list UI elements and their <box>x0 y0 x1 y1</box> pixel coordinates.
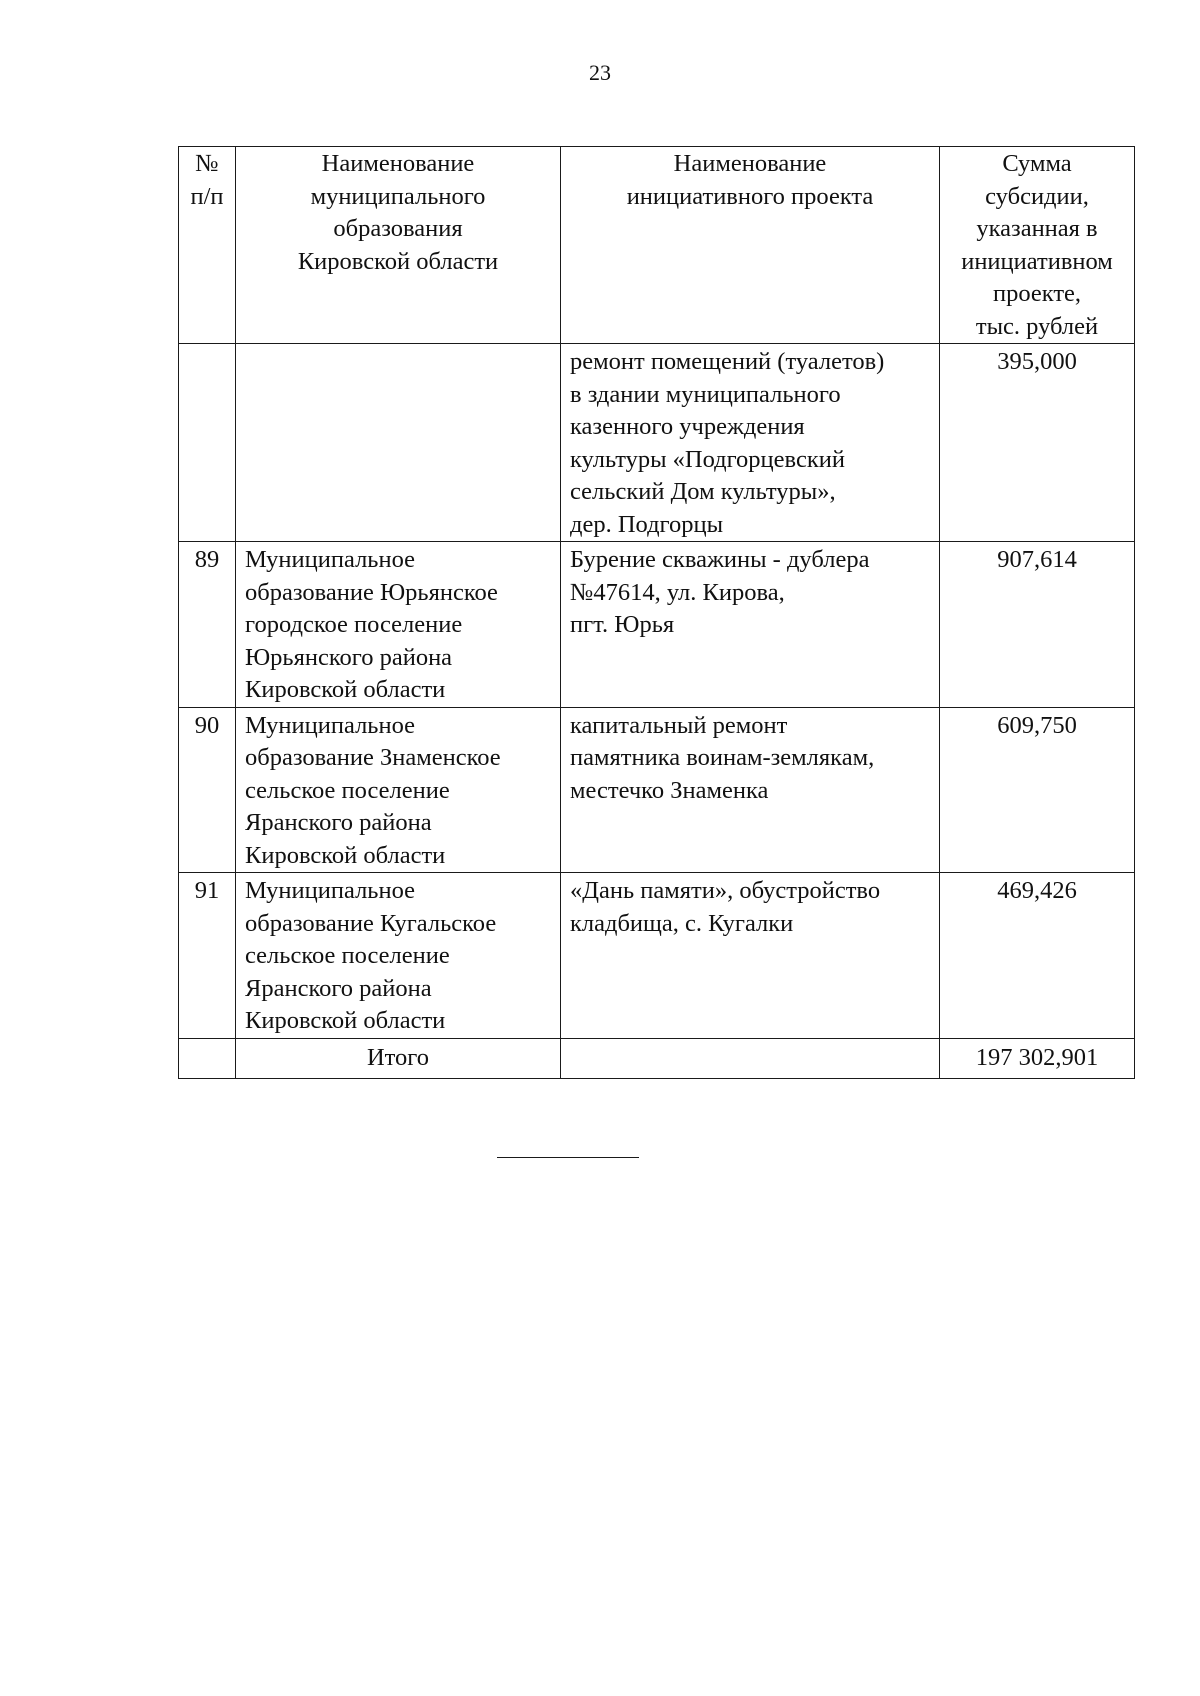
header-project: Наименование инициативного проекта <box>561 147 940 344</box>
header-municipality: Наименование муниципального образования Кировской области <box>236 147 561 344</box>
row-municipality: Муниципальное образование Знаменское сельское поселение Яранского района Кировской области <box>236 707 561 873</box>
row-sum: 609,750 <box>940 707 1135 873</box>
table-row <box>179 707 1135 873</box>
total-empty-project <box>561 1038 940 1078</box>
table-row <box>179 873 1135 1039</box>
total-empty-number <box>179 1038 236 1078</box>
row-municipality: Муниципальное образование Юрьянское городское поселение Юрьянского района Кировской области <box>236 542 561 708</box>
row-municipality: Муниципальное образование Кугальское сельское поселение Яранского района Кировской области <box>236 873 561 1039</box>
row-number: 90 <box>179 707 236 873</box>
page-number: 23 <box>589 60 611 85</box>
row-municipality <box>236 344 561 542</box>
table-row <box>179 344 1135 542</box>
end-rule <box>497 1157 639 1158</box>
total-row <box>179 1038 1135 1078</box>
row-project: Бурение скважины - дублера №47614, ул. Кирова, пгт. Юрья <box>561 542 940 708</box>
table-row <box>179 542 1135 708</box>
row-sum: 907,614 <box>940 542 1135 708</box>
row-number: 89 <box>179 542 236 708</box>
table-header-row <box>179 147 1135 344</box>
header-number: № п/п <box>179 147 236 344</box>
row-project: ремонт помещений (туалетов) в здании муниципального казенного учреждения культуры «Подгорцевский сельский Дом культуры», дер. Подгорцы <box>561 344 940 542</box>
row-sum: 469,426 <box>940 873 1135 1039</box>
row-number: 91 <box>179 873 236 1039</box>
subsidy-table <box>178 146 1135 1079</box>
total-label: Итого <box>236 1038 561 1078</box>
row-project: «Дань памяти», обустройство кладбища, с. Кугалки <box>561 873 940 1039</box>
header-sum: Сумма субсидии, указанная в инициативном проекте, тыс. рублей <box>940 147 1135 344</box>
row-project: капитальный ремонт памятника воинам-землякам, местечко Знаменка <box>561 707 940 873</box>
row-sum: 395,000 <box>940 344 1135 542</box>
row-number <box>179 344 236 542</box>
total-sum: 197 302,901 <box>940 1038 1135 1078</box>
